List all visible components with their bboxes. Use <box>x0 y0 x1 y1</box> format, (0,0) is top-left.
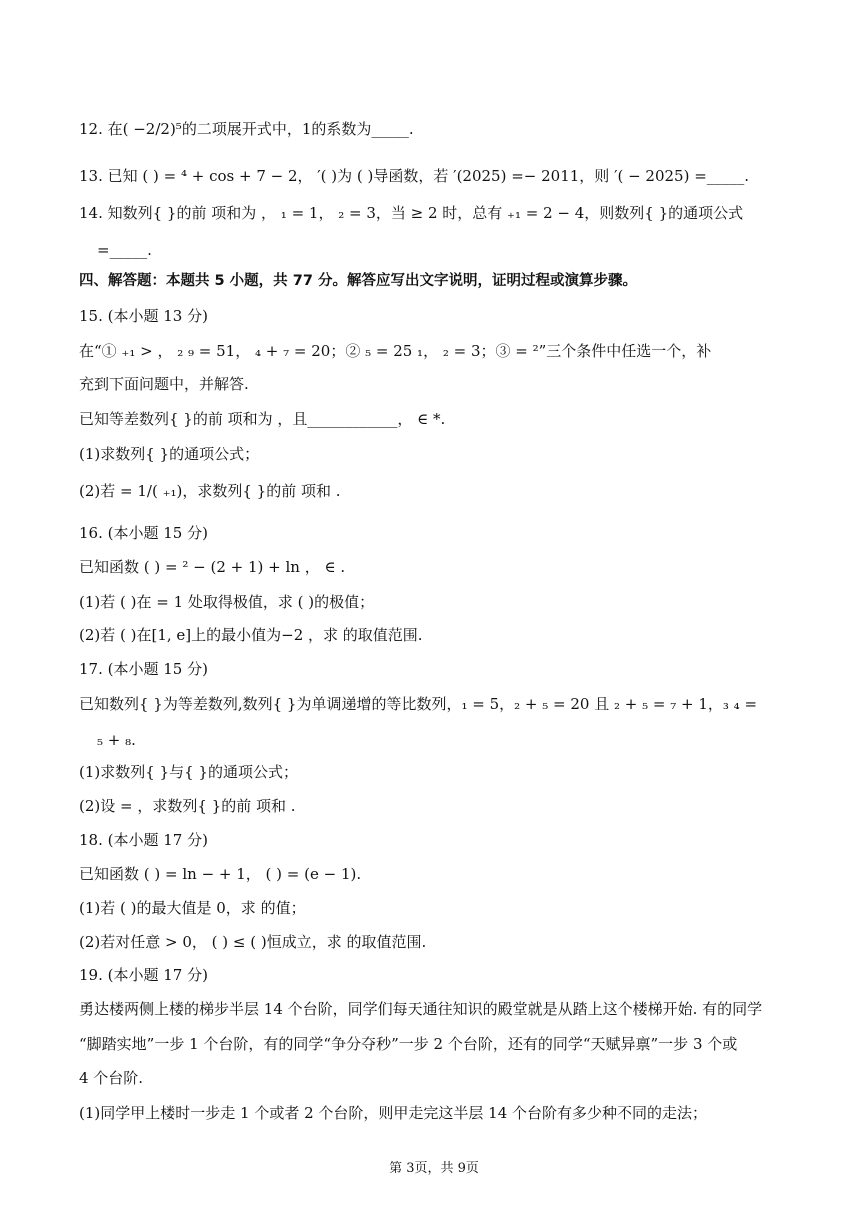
text-line: (1)若 ( )的最大值是 0，求 的值； <box>79 899 306 917</box>
text-line: 14. 知数列{ }的前 项和为 ， ₁ = 1， ₂ = 3，当 ≥ 2 时，总有 ₊₁ = 2 − 4，则数列{ }的通项公式 <box>79 204 744 222</box>
text-line: 已知等差数列{ }的前 项和为 ，且____________， ∈ *. <box>79 410 446 428</box>
page-footer: 第 3页，共 9页 <box>389 1161 479 1176</box>
text-line: (2)若对任意 > 0， ( ) ≤ ( )恒成立，求 的取值范围. <box>79 933 427 951</box>
text-line: “脚踏实地”一步 1 个台阶，有的同学“争分夺秒”一步 2 个台阶，还有的同学“天赋异禀”一步 3 个或 <box>79 1035 738 1053</box>
text-line: 12. 在( −2/2)⁵的二项展开式中，1的系数为_____. <box>79 120 414 138</box>
text-line: (1)若 ( )在 = 1 处取得极值，求 ( )的极值； <box>79 593 375 611</box>
text-line: (1)求数列{ }与{ }的通项公式； <box>79 763 298 781</box>
text-line: 已知函数 ( ) = ln − + 1， ( ) = (e − 1). <box>79 865 362 883</box>
text-line: 17. (本小题 15 分) <box>79 660 208 678</box>
text-line: 19. (本小题 17 分) <box>79 966 208 984</box>
section-heading: 四、解答题：本题共 5 小题，共 77 分。解答应写出文字说明，证明过程或演算步骤。 <box>79 273 637 289</box>
text-line: 15. (本小题 13 分) <box>79 307 208 325</box>
text-line: 16. (本小题 15 分) <box>79 524 208 542</box>
text-line: ₅ + ₈. <box>97 731 136 749</box>
text-line: 勇达楼两侧上楼的梯步半层 14 个台阶，同学们每天通往知识的殿堂就是从踏上这个楼梯开始. 有的同学 <box>79 1000 763 1018</box>
text-line: 4 个台阶. <box>79 1069 144 1087</box>
text-line: 在“① ₊₁ > ， ₂ ₉ = 51， ₄ + ₇ = 20；② ₅ = 25 ₁， ₂ = 3；③ = ²”三个条件中任选一个，补 <box>79 342 712 360</box>
text-line: (2)若 = 1/( ₊₁)，求数列{ }的前 项和 . <box>79 482 341 500</box>
text-line: 充到下面问题中，并解答. <box>79 375 249 393</box>
text-line: (1)同学甲上楼时一步走 1 个或者 2 个台阶，则甲走完这半层 14 个台阶有多少种不同的走法； <box>79 1104 708 1122</box>
text-line: 18. (本小题 17 分) <box>79 831 208 849</box>
text-line: 已知函数 ( ) = ² − (2 + 1) + ln ， ∈ . <box>79 558 346 576</box>
text-line: 已知数列{ }为等差数列,数列{ }为单调递增的等比数列，₁ = 5，₂ + ₅ = 20 且 ₂ + ₅ = ₇ + 1，₃ ₄ = <box>79 695 758 713</box>
text-line: (1)求数列{ }的通项公式； <box>79 445 260 463</box>
text-line: =_____. <box>97 241 152 259</box>
text-line: (2)若 ( )在[1, e]上的最小值为−2 ，求 的取值范围. <box>79 626 423 644</box>
text-line: 13. 已知 ( ) = ⁴ + cos + 7 − 2， ′( )为 ( )导函数，若 ′(2025) =− 2011，则 ′( − 2025) =_____. <box>79 167 750 185</box>
text-line: (2)设 = ，求数列{ }的前 项和 . <box>79 797 296 815</box>
